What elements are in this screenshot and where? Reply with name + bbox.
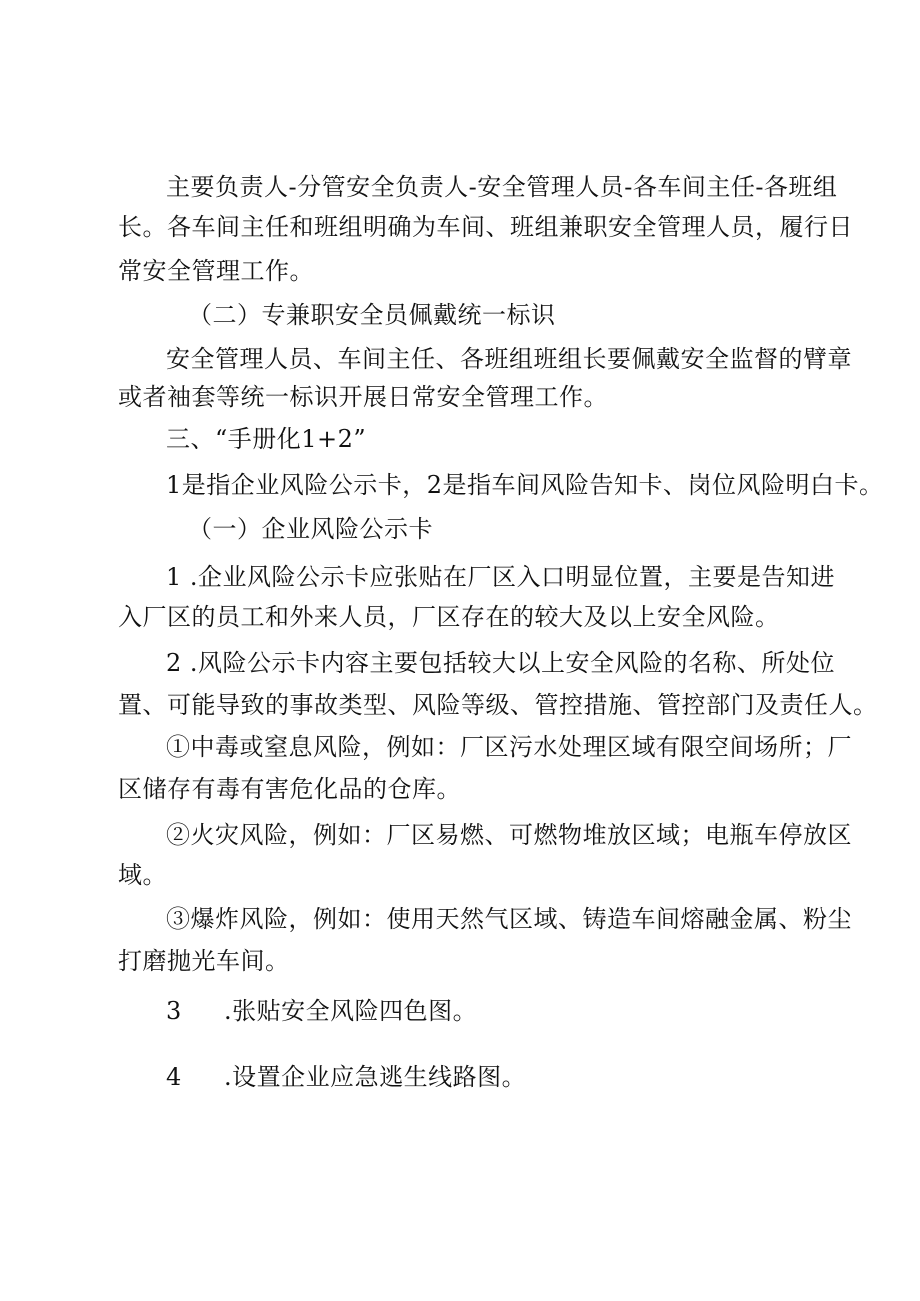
paragraph-line: 打磨抛光车间。 bbox=[118, 947, 290, 975]
paragraph-line: ①中毒或窒息风险，例如：厂区污水处理区域有限空间场所；厂 bbox=[166, 733, 852, 761]
paragraph-line: 长。各车间主任和班组明确为车间、班组兼职安全管理人员，履行日 bbox=[118, 213, 853, 241]
list-item-text: .设置企业应急逃生线路图。 bbox=[224, 1063, 527, 1091]
paragraph-line: 域。 bbox=[118, 861, 167, 889]
paragraph-line: 置、可能导致的事故类型、风险等级、管控措施、管控部门及责任人。 bbox=[118, 691, 878, 719]
paragraph-line: 1 .企业风险公示卡应张贴在厂区入口明显位置，主要是告知进 bbox=[166, 563, 836, 591]
list-item-3 bbox=[166, 996, 477, 1026]
list-item-number: 3 bbox=[166, 997, 182, 1025]
section-heading: （二）专兼职安全员佩戴统一标识 bbox=[188, 301, 556, 329]
paragraph-line: 2 .风险公示卡内容主要包括较大以上安全风险的名称、所处位 bbox=[166, 649, 836, 677]
section-heading: （一）企业风险公示卡 bbox=[188, 515, 433, 543]
paragraph-line: ②火灾风险，例如：厂区易燃、可燃物堆放区域；电瓶车停放区 bbox=[166, 821, 852, 849]
paragraph-line: 区储存有毒有害危化品的仓库。 bbox=[118, 775, 461, 803]
paragraph-line: 安全管理人员、车间主任、各班组班组长要佩戴安全监督的臂章 bbox=[166, 345, 852, 373]
paragraph-line: 1是指企业风险公示卡，2是指车间风险告知卡、岗位风险明白卡。 bbox=[166, 471, 884, 499]
paragraph-line: 入厂区的员工和外来人员，厂区存在的较大及以上安全风险。 bbox=[118, 603, 780, 631]
paragraph-line: 常安全管理工作。 bbox=[118, 257, 314, 285]
paragraph-line: 主要负责人-分管安全负责人-安全管理人员-各车间主任-各班组 bbox=[166, 173, 838, 201]
list-item-4 bbox=[166, 1062, 526, 1092]
paragraph-line: ③爆炸风险，例如：使用天然气区域、铸造车间熔融金属、粉尘 bbox=[166, 905, 852, 933]
list-item-text: .张贴安全风险四色图。 bbox=[224, 997, 478, 1025]
section-heading: 三、“手册化1+2” bbox=[166, 425, 367, 453]
paragraph-line: 或者袖套等统一标识开展日常安全管理工作。 bbox=[118, 383, 608, 411]
list-item-number: 4 bbox=[166, 1063, 182, 1091]
